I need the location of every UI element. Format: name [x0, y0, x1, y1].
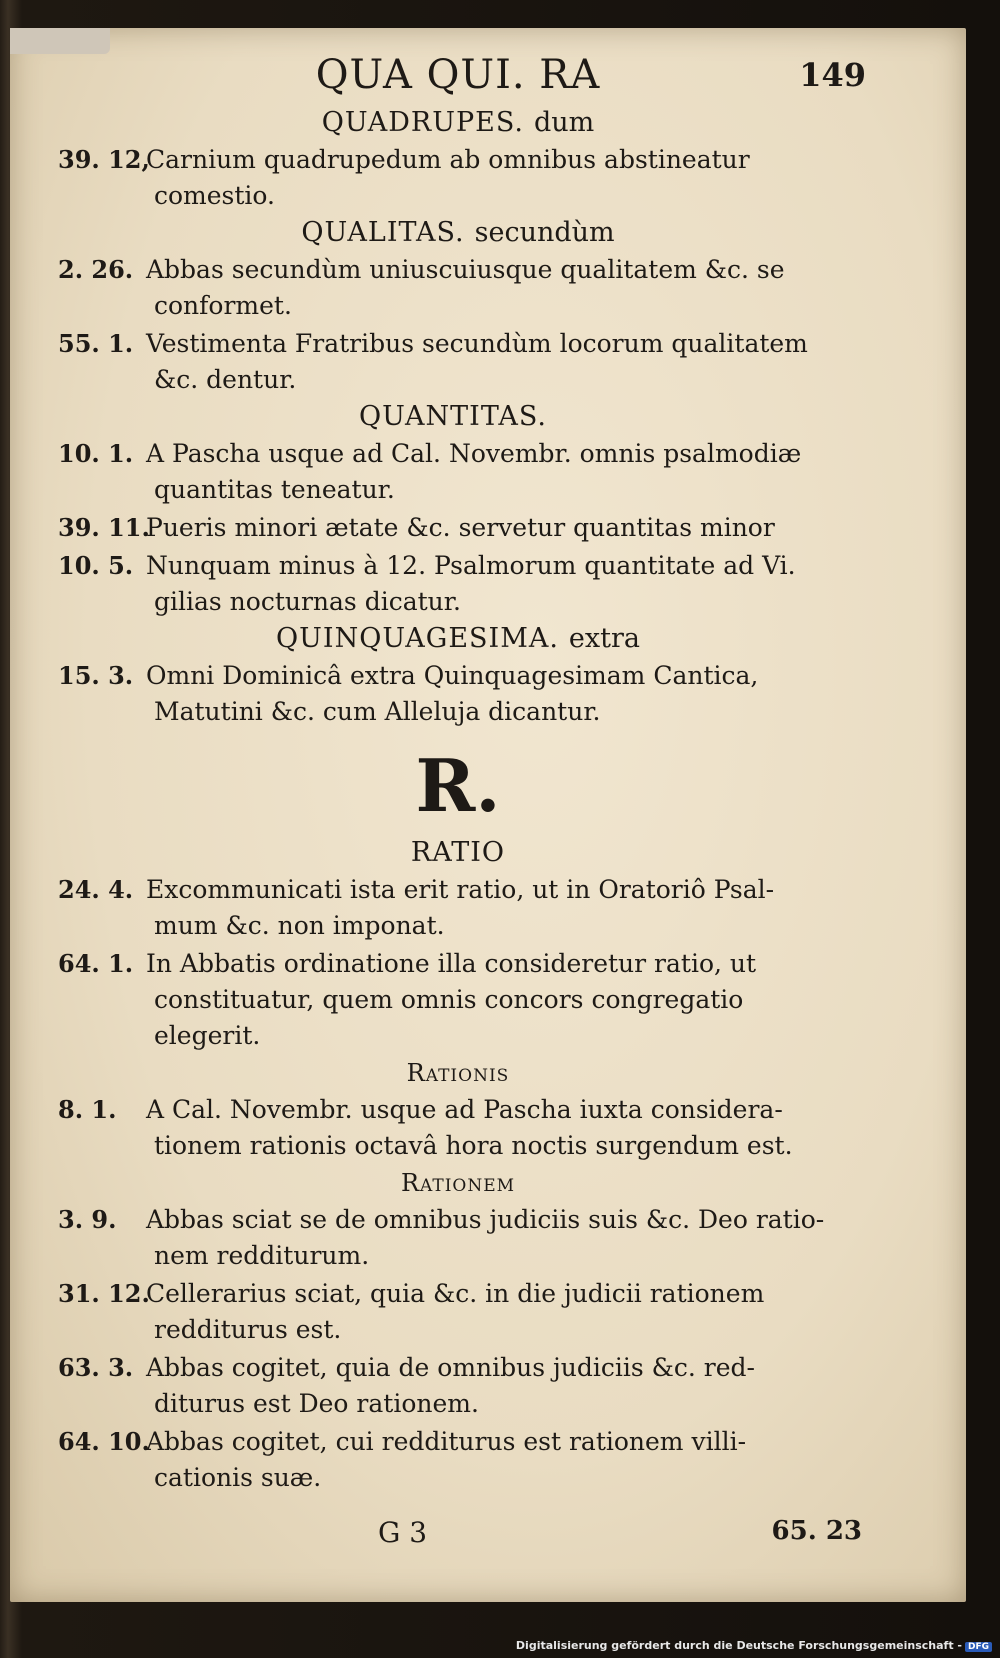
entry-text: Excommunicati ista erit ratio, ut in Oratoriô Psal- — [146, 875, 775, 904]
entry-text: A Cal. Novembr. usque ad Pascha iuxta considera- — [146, 1095, 783, 1124]
entry-reference: 63. 3. — [58, 1353, 134, 1382]
index-entry — [58, 1092, 858, 1164]
entry-continuation: Matutini &c. cum Alleluja dicantur. — [154, 697, 601, 726]
entry-continuation: nem redditurum. — [154, 1241, 370, 1270]
index-entry — [58, 510, 858, 546]
entry-reference: 10. 5. — [58, 551, 134, 580]
entry-text: A Pascha usque ad Cal. Novembr. omnis psalmodiæ — [146, 439, 802, 468]
entry-text: Cellerarius sciat, quia &c. in die judicii rationem — [146, 1279, 765, 1308]
section-heading: QUADRUPES. dum — [321, 107, 595, 138]
section-ratio — [58, 836, 858, 1054]
section-heading: QUALITAS. secundùm — [301, 217, 615, 248]
entry-text: Abbas secundùm uniuscuiusque qualitatem &c. se — [146, 255, 785, 284]
index-entry — [58, 252, 858, 324]
entry-reference: 39. 11. — [58, 513, 150, 542]
entry-continuation: gilias nocturnas dicatur. — [154, 587, 461, 616]
index-entry — [58, 436, 858, 508]
index-entry — [58, 142, 858, 214]
entry-text: Nunquam minus à 12. Psalmorum quantitate ad Vi. — [146, 551, 796, 580]
entry-text: Abbas cogitet, cui redditurus est rationem villi- — [146, 1427, 747, 1456]
index-entry — [58, 658, 858, 730]
entry-reference: 31. 12. — [58, 1279, 150, 1308]
entry-continuation: cationis suæ. — [154, 1463, 322, 1492]
entry-text: Carnium quadrupedum ab omnibus abstineatur — [146, 145, 750, 174]
entry-text: Omni Dominicâ extra Quinquagesimam Cantica, — [146, 661, 759, 690]
letter-heading: R. — [415, 743, 501, 828]
scan-corner-tab — [10, 28, 110, 54]
entry-text: In Abbatis ordinatione illa consideretur ratio, ut — [146, 949, 757, 978]
entry-continuation: elegerit. — [154, 1021, 261, 1050]
entry-continuation: diturus est Deo rationem. — [154, 1389, 479, 1418]
section-heading: RATIO — [410, 837, 506, 868]
entry-reference: 24. 4. — [58, 875, 134, 904]
entry-text: Vestimenta Fratribus secundùm locorum qualitatem — [146, 329, 808, 358]
index-entry — [58, 1350, 858, 1422]
section-quinquagesima — [58, 622, 858, 730]
page-footer — [58, 1516, 862, 1556]
entry-continuation: comestio. — [154, 181, 275, 210]
page-header — [58, 52, 866, 104]
entry-continuation: constituatur, quem omnis concors congregatio — [154, 985, 744, 1014]
credit-text: Digitalisierung gefördert durch die Deutsche Forschungsgemeinschaft - — [515, 1639, 962, 1652]
signature-mark: G 3 — [378, 1516, 428, 1549]
section-heading: QUANTITAS. — [358, 401, 547, 432]
page-content — [58, 52, 866, 1556]
entry-continuation: tionem rationis octavâ hora noctis surgendum est. — [154, 1131, 793, 1160]
section-heading: Rationis — [406, 1059, 510, 1087]
section-rationem — [58, 1166, 858, 1496]
running-head: QUA QUI. RA — [315, 52, 601, 98]
section-quantitas — [58, 400, 858, 620]
entry-continuation: conformet. — [154, 291, 292, 320]
section-qualitas — [58, 216, 858, 398]
entry-reference: 2. 26. — [58, 255, 134, 284]
entry-reference: 8. 1. — [58, 1095, 117, 1124]
entry-text: Abbas cogitet, quia de omnibus judiciis &c. red- — [146, 1353, 755, 1382]
entry-reference: 64. 1. — [58, 949, 134, 978]
entry-text: Abbas sciat se de omnibus judiciis suis &c. Deo ratio- — [146, 1205, 825, 1234]
index-entry — [58, 1202, 858, 1274]
index-entry — [58, 946, 858, 1054]
entry-reference: 55. 1. — [58, 329, 134, 358]
digitization-credit — [516, 1639, 992, 1652]
index-entry — [58, 326, 858, 398]
section-quadrupes — [58, 106, 858, 214]
entry-continuation: redditurus est. — [154, 1315, 342, 1344]
entry-continuation: mum &c. non imponat. — [154, 911, 445, 940]
entry-text: Pueris minori ætate &c. servetur quantitas minor — [146, 513, 775, 542]
index-entry — [58, 1276, 858, 1348]
entry-reference: 10. 1. — [58, 439, 134, 468]
section-rationis — [58, 1056, 858, 1164]
page-number: 149 — [799, 56, 866, 94]
catchword: 65. 23 — [771, 1516, 862, 1546]
section-heading: Rationem — [400, 1169, 516, 1197]
dfg-logo: DFG — [965, 1642, 992, 1652]
entry-reference: 3. 9. — [58, 1205, 117, 1234]
index-entry — [58, 548, 858, 620]
entry-reference: 64. 10. — [58, 1427, 150, 1456]
entry-reference: 39. 12, — [58, 145, 150, 174]
section-heading: QUINQUAGESIMA. extra — [276, 623, 640, 654]
index-entry — [58, 1424, 858, 1496]
index-entry — [58, 872, 858, 944]
entry-continuation: &c. dentur. — [154, 365, 297, 394]
entry-reference: 15. 3. — [58, 661, 134, 690]
entry-continuation: quantitas teneatur. — [154, 475, 395, 504]
